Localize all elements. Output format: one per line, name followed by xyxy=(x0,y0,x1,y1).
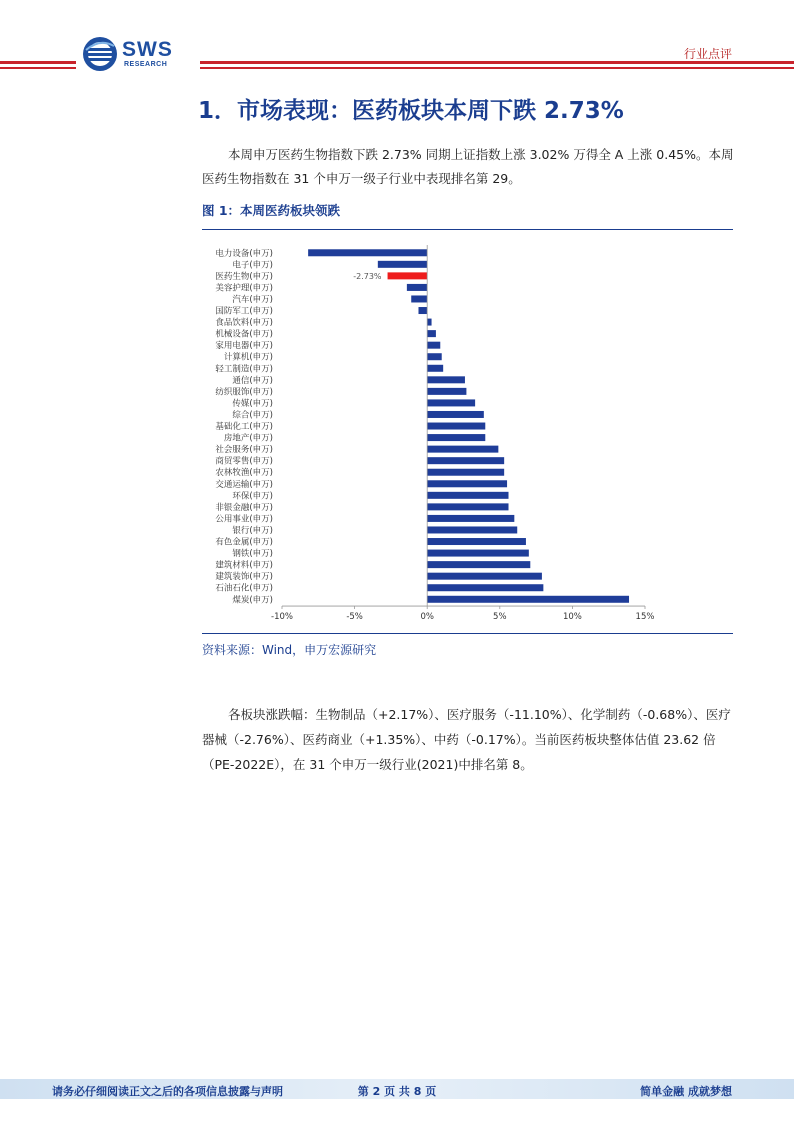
chart-category-label: 有色金属(申万) xyxy=(215,537,273,548)
chart-bar xyxy=(411,295,427,302)
sector-performance-chart xyxy=(200,240,660,623)
footer-disclaimer: 请务必仔细阅读正文之后的各项信息披露与声明 xyxy=(52,1085,283,1098)
chart-category-label: 轻工制造(申万) xyxy=(215,364,273,375)
chart-bar xyxy=(427,446,498,453)
chart-category-label: 煤炭(申万) xyxy=(232,595,273,606)
figure-bottom-rule xyxy=(202,633,733,634)
chart-category-label: 食品饮料(申万) xyxy=(215,318,273,329)
logo-subtext: RESEARCH xyxy=(124,61,168,68)
chart-bar xyxy=(427,561,530,568)
chart-bar xyxy=(427,319,431,326)
sws-logo-icon xyxy=(82,36,118,72)
figure-title: 图 1：本周医药板块领跌 xyxy=(202,203,341,218)
chart-category-label: 通信(申万) xyxy=(232,375,273,386)
chart-x-tick-label: -10% xyxy=(271,612,293,623)
chart-category-label: 综合(申万) xyxy=(232,410,273,421)
chart-bar xyxy=(427,365,443,372)
chart-bar xyxy=(427,480,507,487)
chart-bar xyxy=(427,411,484,418)
chart-category-label: 社会服务(申万) xyxy=(215,445,273,456)
chart-bar xyxy=(427,388,466,395)
chart-bar xyxy=(427,515,514,522)
logo-text: SWS xyxy=(122,38,173,61)
chart-category-label: 交通运输(申万) xyxy=(215,479,273,490)
chart-bar xyxy=(427,538,526,545)
chart-category-label: 环保(申万) xyxy=(232,491,273,502)
chart-x-tick-label: 5% xyxy=(493,612,507,623)
chart-category-label: 农林牧渔(申万) xyxy=(215,468,273,479)
chart-bar xyxy=(427,573,542,580)
chart-bar xyxy=(427,434,485,441)
chart-category-label: 建筑装饰(申万) xyxy=(215,572,273,583)
document-type-label: 行业点评 xyxy=(683,47,732,61)
section-heading: 1．市场表现：医药板块本周下跌 2.73% xyxy=(198,98,624,124)
chart-bar xyxy=(378,261,427,268)
chart-category-label: 传媒(申万) xyxy=(232,398,273,409)
chart-category-label: 计算机(申万) xyxy=(223,352,273,363)
chart-bar xyxy=(427,526,517,533)
chart-category-label: 基础化工(申万) xyxy=(215,422,273,433)
chart-bar xyxy=(427,596,629,603)
paragraph-subsector-performance-text: 各板块涨跌幅：生物制品（+2.17%）、医疗服务（-11.10%）、化学制药（-0.68%）、医疗器械（-2.76%）、医药商业（+1.35%）、中药（-0.17%）。当前医药板块整体估值 23.62 倍（PE-2022E），在 31 个申万一级行业(2021)中排名第 8。 xyxy=(202,707,731,772)
chart-x-tick-label: 15% xyxy=(635,612,655,623)
chart-category-label: 商贸零售(申万) xyxy=(215,456,273,467)
chart-category-label: 公用事业(申万) xyxy=(215,514,273,525)
footer-slogan: 简单金融 成就梦想 xyxy=(640,1085,732,1098)
chart-bar xyxy=(427,330,436,337)
chart-category-label: 房地产(申万) xyxy=(223,433,273,444)
chart-category-label: 银行(申万) xyxy=(232,525,273,536)
header-rule-right-top xyxy=(200,61,794,64)
chart-bar xyxy=(427,353,442,360)
chart-category-label: 建筑材料(申万) xyxy=(215,560,273,571)
chart-category-label: 汽车(申万) xyxy=(232,294,273,305)
figure-source: 资料来源：Wind，申万宏源研究 xyxy=(202,643,377,657)
chart-category-label: 纺织服饰(申万) xyxy=(215,387,273,398)
chart-category-label: 电子(申万) xyxy=(232,260,273,271)
chart-bar xyxy=(388,272,428,279)
chart-category-label: 电力设备(申万) xyxy=(215,248,273,259)
paragraph-subsector-performance xyxy=(202,702,737,777)
chart-bar xyxy=(427,492,508,499)
chart-category-label: 非银金融(申万) xyxy=(215,502,273,513)
chart-category-label: 美容护理(申万) xyxy=(215,283,273,294)
chart-category-label: 国防军工(申万) xyxy=(215,306,273,317)
chart-bar xyxy=(418,307,427,314)
chart-category-label: 家用电器(申万) xyxy=(215,341,273,352)
chart-bar xyxy=(427,342,440,349)
chart-bar xyxy=(407,284,427,291)
chart-bar xyxy=(427,457,504,464)
chart-x-tick-label: -5% xyxy=(346,612,363,623)
chart-bar xyxy=(427,423,485,430)
chart-category-label: 机械设备(申万) xyxy=(215,329,273,340)
chart-bar xyxy=(427,399,475,406)
chart-bar xyxy=(427,584,543,591)
chart-category-label: 钢铁(申万) xyxy=(232,549,273,560)
chart-bar xyxy=(427,503,508,510)
paragraph-market-performance-text: 本周申万医药生物指数下跌 2.73% 同期上证指数上涨 3.02% 万得全 A 上涨 0.45%。本周医药生物指数在 31 个申万一级子行业中表现排名第 29。 xyxy=(202,147,734,186)
header-rule-left-bottom xyxy=(0,67,76,69)
chart-bar xyxy=(427,469,504,476)
header-rule-right-bottom xyxy=(200,67,794,69)
chart-category-label: 石油石化(申万) xyxy=(215,583,273,594)
chart-category-label: 医药生物(申万) xyxy=(215,271,273,282)
header-rule-left-top xyxy=(0,61,76,64)
chart-bar xyxy=(427,550,529,557)
paragraph-market-performance xyxy=(202,143,737,191)
chart-bar xyxy=(427,376,465,383)
figure-top-rule xyxy=(202,229,733,230)
chart-x-tick-label: 0% xyxy=(420,612,434,623)
footer-page-number: 第 2 页 共 8 页 xyxy=(357,1085,437,1098)
chart-bar xyxy=(308,249,427,256)
chart-data-label: -2.73% xyxy=(353,271,382,281)
chart-x-tick-label: 10% xyxy=(562,612,582,623)
